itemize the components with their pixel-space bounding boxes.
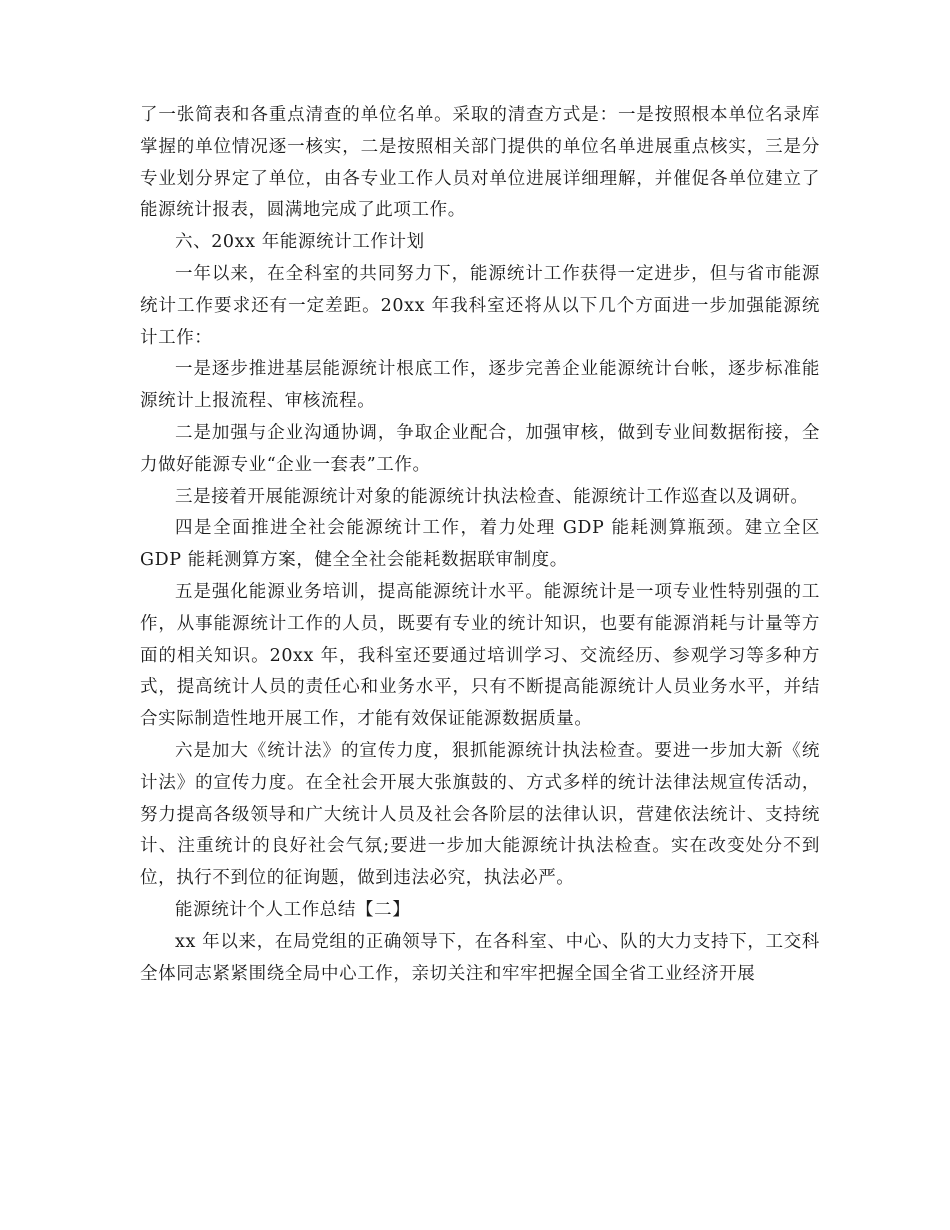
section-heading-plan: 六、20xx 年能源统计工作计划: [175, 232, 425, 253]
paragraph-plan-item-4: 四是全面推进全社会能源统计工作，着力处理 GDP 能耗测算瓶颈。建立全区 GDP 能耗测算方案，健全全社会能耗数据联审制度。: [140, 518, 820, 571]
paragraph-plan-item-2: 二是加强与企业沟通协调，争取企业配合，加强审核，做到专业间数据衔接，全力做好能源专业“企业一套表”工作。: [140, 422, 820, 475]
paragraph-summary-two-intro: xx 年以来，在局党组的正确领导下，在各科室、中心、队的大力支持下，工交科全体同志紧紧围绕全局中心工作，亲切关注和牢牢把握全国全省工业经济开展: [140, 931, 820, 984]
paragraph-plan-item-1: 一是逐步推进基层能源统计根底工作，逐步完善企业能源统计台帐，逐步标准能源统计上报流程、审核流程。: [140, 359, 820, 412]
paragraph-plan-intro: 一年以来，在全科室的共同努力下，能源统计工作获得一定进步，但与省市能源统计工作要求还有一定差距。20xx 年我科室还将从以下几个方面进一步加强能源统计工作：: [140, 263, 820, 348]
paragraph-checkup-summary: 了一张简表和各重点清查的单位名单。采取的清查方式是：一是按照根本单位名录库掌握的单位情况逐一核实，二是按照相关部门提供的单位名单进展重点核实，三是分专业划分界定了单位，由各专业工作人员对单位进展详细理解，并催促各单位建立了能源统计报表，圆满地完成了此项工作。: [140, 105, 820, 221]
paragraph-plan-item-6: 六是加大《统计法》的宣传力度，狠抓能源统计执法检查。要进一步加大新《统计法》的宣传力度。在全社会开展大张旗鼓的、方式多样的统计法律法规宣传活动，努力提高各级领导和广大统计人员及社会各阶层的法律认识，营建依法统计、支持统计、注重统计的良好社会气氛;要进一步加大能源统计执法检查。实在改变处分不到位，执行不到位的征询题，做到违法必究，执法必严。: [140, 740, 820, 889]
document-page: [140, 100, 820, 990]
paragraph-plan-item-3: 三是接着开展能源统计对象的能源统计执法检查、能源统计工作巡查以及调研。: [175, 486, 809, 507]
section-heading-summary-two: 能源统计个人工作总结【二】: [175, 899, 411, 920]
paragraph-plan-item-5: 五是强化能源业务培训，提高能源统计水平。能源统计是一项专业性特别强的工作，从事能源统计工作的人员，既要有专业的统计知识，也要有能源消耗与计量等方面的相关知识。20xx 年，我科室还要通过培训学习、交流经历、参观学习等多种方式，提高统计人员的责任心和业务水平，只有不断提高能源统计人员业务水平，并结合实际制造性地开展工作，才能有效保证能源数据质量。: [140, 581, 820, 730]
